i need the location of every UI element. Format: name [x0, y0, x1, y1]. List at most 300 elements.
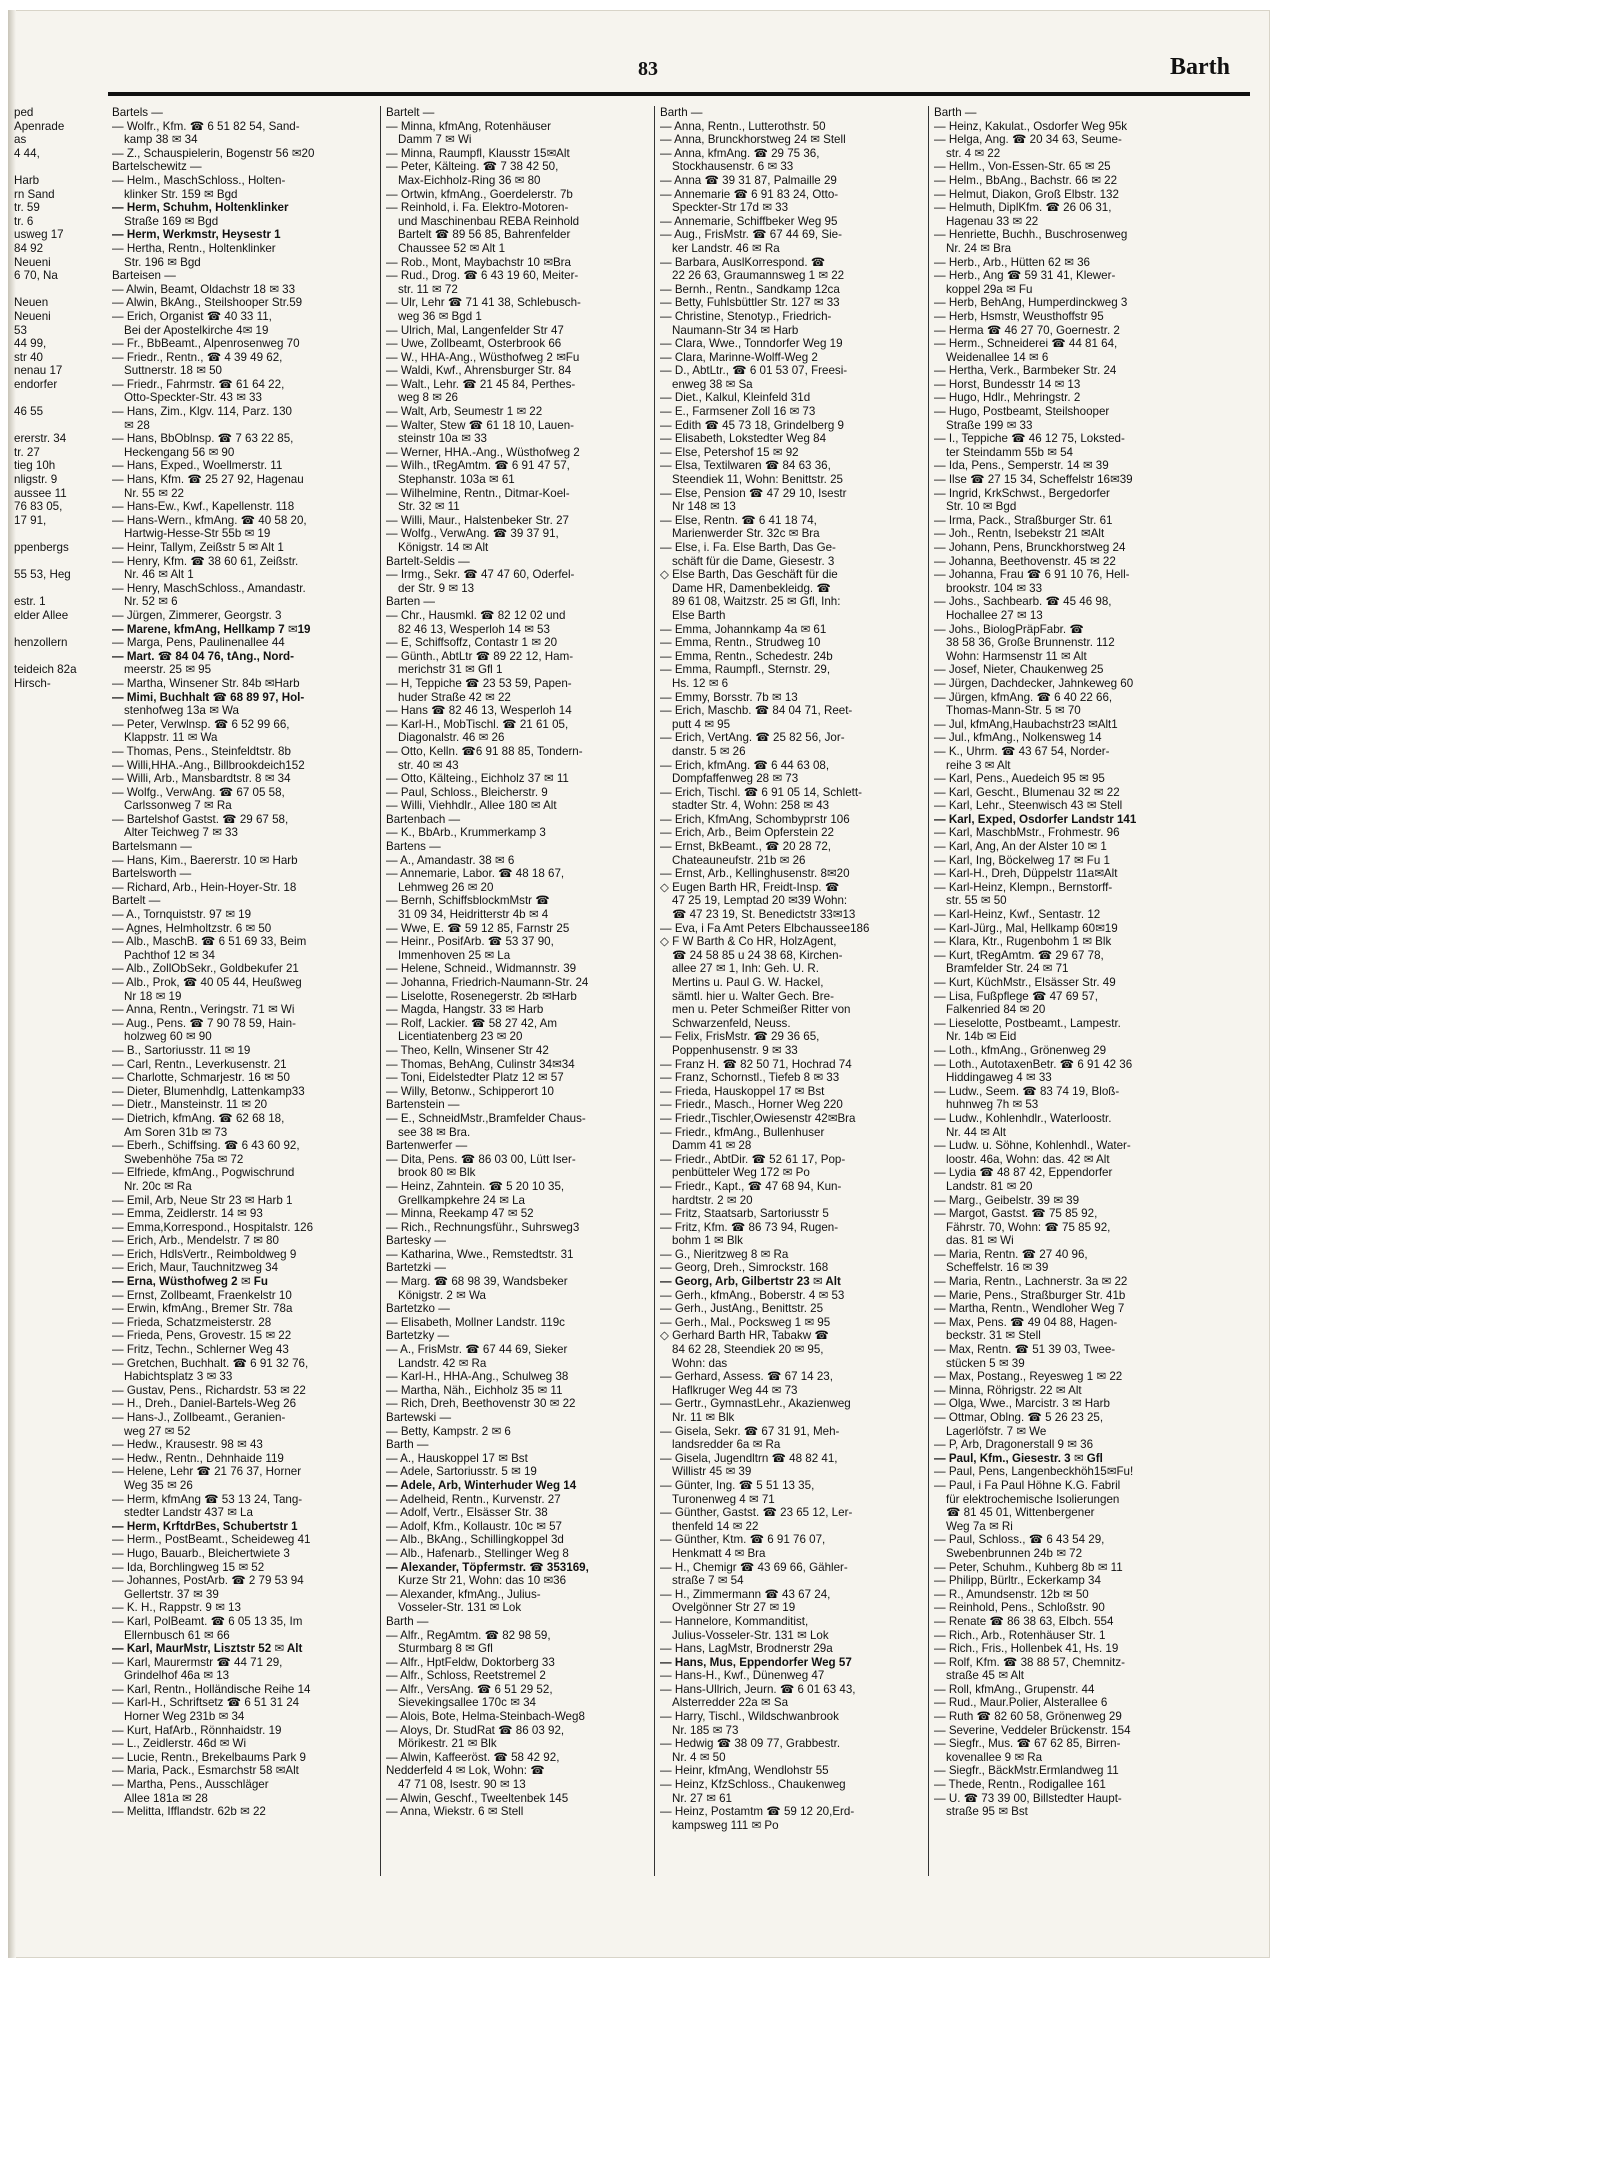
- listing-entry: — Karl, Ang, An der Alster 10 ✉ 1: [934, 840, 1107, 854]
- listing-entry: — Emma, Zeidlerstr. 14 ✉ 93: [112, 1207, 263, 1221]
- listing-entry: — Karl, Pens., Auedeich 95 ✉ 95: [934, 772, 1105, 786]
- entry-continuation: Marienwerder Str. 32c ✉ Bra: [672, 527, 820, 541]
- entry-continuation: Horner Weg 231b ✉ 34: [124, 1710, 245, 1724]
- listing-entry: — Johanna, Friedrich-Naumann-Str. 24: [386, 976, 589, 989]
- listing-entry: — Hans, BbOblnsp. ☎ 7 63 22 85,: [112, 432, 294, 446]
- left-page-fragment-column: [14, 106, 96, 1876]
- listing-entry: — Emma, Raumpfl., Sternstr. 29,: [660, 663, 831, 677]
- entry-continuation: Landstr. 42 ✉ Ra: [398, 1356, 487, 1370]
- left-page-fragment: 6 70, Na: [14, 269, 58, 283]
- listing-entry: — Alexander, kfmAng., Julius-: [386, 1587, 541, 1601]
- surname-heading: Bartenbach —: [386, 812, 461, 826]
- left-page-fragment: ererstr. 34: [14, 432, 67, 446]
- listing-entry: — Helene, Lehr ☎ 21 76 37, Horner: [112, 1465, 302, 1479]
- listing-entry: — Friedа, Schatzmeisterstr. 28: [112, 1315, 272, 1329]
- listing-entry: — Anna, Wiekstr. 6 ✉ Stell: [386, 1805, 524, 1819]
- listing-entry: — Heinz, KfzSchloss., Chaukenweg: [660, 1778, 846, 1792]
- entry-continuation: stedter Landstr 437 ✉ La: [124, 1506, 253, 1520]
- listing-entry: — Martha, Pens., Ausschläger: [112, 1778, 269, 1792]
- listing-entry: — Henry, MaschSchloss., Amandastr.: [112, 581, 306, 595]
- listing-entry: — Gisela, Jugendltrn ☎ 48 82 41,: [660, 1451, 838, 1465]
- listing-entry: — Ingrid, KrkSchwst., Bergedorfer: [934, 486, 1110, 500]
- listing-entry: — Emma, Rentn., Strudweg 10: [660, 636, 821, 650]
- page-header: [108, 48, 1250, 88]
- entry-continuation: Ovelgönner Str 27 ✉ 19: [672, 1601, 796, 1615]
- entry-continuation: Heckengang 56 ✉ 90: [124, 445, 235, 459]
- listing-entry: — Uwe, Zollbeamt, Osterbrook 66: [386, 337, 562, 351]
- listing-entry: ◇ Else Barth, Das Geschäft für die: [660, 568, 838, 582]
- listing-entry: — Hans, Kfm. ☎ 25 27 92, Hagenau: [112, 473, 304, 487]
- listing-entry: — Johannes, PostArb. ☎ 2 79 53 94: [112, 1574, 304, 1588]
- column-divider: [928, 106, 929, 1876]
- listing-entry: — Elisabeth, Mollner Landstr. 119c: [386, 1315, 565, 1329]
- entry-continuation: Damm 41 ✉ 28: [672, 1139, 752, 1153]
- entry-continuation: ☎ 81 45 01, Wittenbergener: [946, 1506, 1095, 1520]
- listing-entry: — Hedwig ☎ 38 09 77, Grabbestr.: [660, 1737, 841, 1751]
- listing-entry: — Hellm., Von-Essen-Str. 65 ✉ 25: [934, 160, 1111, 174]
- entry-continuation: der Str. 9 ✉ 13: [398, 581, 475, 595]
- listing-entry: — Henriette, Buchh., Buschrosenweg: [934, 228, 1128, 242]
- listing-entry: — Günther, Ktm. ☎ 6 91 76 07,: [660, 1533, 826, 1547]
- entry-continuation: allee 27 ✉ 1, Inh: Geh. U. R.: [672, 962, 819, 976]
- entry-continuation: huder Straße 42 ✉ 22: [398, 690, 511, 704]
- listing-entry: — Fritz, Kfm. ☎ 86 73 94, Rugen-: [660, 1220, 839, 1234]
- listing-entry: — Friedr.,Tischler,Owiesenstr 42✉Bra: [660, 1111, 856, 1125]
- entry-continuation: stadter Str. 4, Wohn: 258 ✉ 43: [672, 799, 830, 813]
- listing-entry: — Erich, Maur, Tauchnitzweg 34: [112, 1261, 279, 1275]
- listing-entry-bold: — Alexander, Töpfermstr. ☎ 353169,: [386, 1560, 589, 1574]
- entry-continuation: Sievekingsallee 170c ✉ 34: [398, 1696, 536, 1710]
- surname-heading: Bartetzko —: [386, 1302, 450, 1316]
- surname-heading: Barth —: [660, 106, 703, 119]
- listing-entry: — Hertha, Rentn., Holtenklinker: [112, 241, 276, 255]
- listing-entry: — Karl, Maurermstr ☎ 44 71 29,: [112, 1655, 283, 1669]
- surname-heading: Bartewski —: [386, 1411, 452, 1424]
- left-page-fragment: aussee 11: [14, 486, 67, 500]
- entry-continuation: Grindelhof 46a ✉ 13: [124, 1669, 230, 1683]
- listing-entry: — Alfr., Schloss, Reetstremel 2: [386, 1669, 546, 1683]
- listing-entry: — Wwe, E. ☎ 59 12 85, Farnstr 25: [386, 921, 570, 935]
- entry-continuation: Bramfelder Str. 24 ✉ 71: [946, 962, 1069, 976]
- entry-continuation: Suttnerstr. 18 ✉ 50: [124, 364, 223, 378]
- entry-continuation: str. 40 ✉ 43: [398, 758, 459, 772]
- listing-entry: — D., AbtLtr., ☎ 6 01 53 07, Freesi-: [660, 364, 848, 378]
- listing-entry: — Helmut, Diakon, Groß Elbstr. 132: [934, 187, 1119, 201]
- listing-entry: — Karl, Ing, Böckelweg 17 ✉ Fu 1: [934, 853, 1110, 867]
- listing-entry: — Felix, FrisMstr. ☎ 29 36 65,: [660, 1030, 820, 1044]
- listing-entry: — Heinz, Kakulat., Osdorfer Weg 95k: [934, 119, 1128, 133]
- listing-entry: — Friedr., Fahrmstr. ☎ 61 64 22,: [112, 377, 285, 391]
- entry-continuation: Mörikestr. 21 ✉ Blk: [398, 1737, 497, 1751]
- listing-entry: — Günth., AbtLtr ☎ 89 22 12, Ham-: [386, 649, 574, 663]
- entry-continuation: Willistr 45 ✉ 39: [672, 1465, 752, 1479]
- left-page-fragment: [14, 283, 96, 297]
- listing-entry: — Hans-J., Zollbeamt., Geranien-: [112, 1411, 286, 1424]
- listing-entry: — Hans-Ullrich, Jeurn. ☎ 6 01 63 43,: [660, 1682, 856, 1696]
- listing-entry: — Alois, Bote, Helma-Steinbach-Weg8: [386, 1710, 585, 1724]
- left-page-fragment: tr. 27: [14, 445, 40, 459]
- listing-entry: — Charlotte, Schmarjestr. 16 ✉ 50: [112, 1071, 290, 1085]
- entry-continuation: 89 61 08, Waitzstr. 25 ✉ Gfl, Inh:: [672, 595, 841, 609]
- listing-entry: — Theo, Kelln, Winsener Str 42: [386, 1043, 549, 1057]
- surname-heading: Bartelt —: [112, 894, 161, 908]
- entry-continuation: penbütteler Weg 172 ✉ Po: [672, 1166, 810, 1180]
- listing-entry: — Otto, Kelln. ☎6 91 88 85, Tondern-: [386, 744, 583, 758]
- entry-continuation: Carlssonweg 7 ✉ Ra: [124, 799, 232, 813]
- listing-entry-bold: — Erna, Wüsthofweg 2 ✉ Fu: [112, 1275, 268, 1289]
- listing-entry: — Gretchen, Buchhalt. ☎ 6 91 32 76,: [112, 1356, 309, 1370]
- listing-entry: — Hertha, Verk., Barmbeker Str. 24: [934, 364, 1117, 378]
- listing-entry: — E., SchneidMstr.,Bramfelder Chaus-: [386, 1111, 586, 1125]
- listing-entry: — Johs., BiologPräpFabr. ☎: [934, 622, 1084, 636]
- listing-entry: — A., Amandastr. 38 ✉ 6: [386, 853, 515, 867]
- listing-entry: — Ludw., Kohlenhdlr., Waterloostr.: [934, 1111, 1112, 1125]
- listing-entry: — Gerhard, Assess. ☎ 67 14 23,: [660, 1370, 833, 1384]
- listing-entry: — Erich, Tischl. ☎ 6 91 05 14, Schlett-: [660, 785, 862, 799]
- listing-entry: — Jul, kfmAng,Haubachstr23 ✉Alt1: [934, 717, 1118, 731]
- left-page-fragment: Neueni: [14, 309, 51, 323]
- entry-continuation: Straße 199 ✉ 33: [946, 418, 1033, 432]
- listing-entry: — Willi, Maur., Halstenbeker Str. 27: [386, 513, 569, 527]
- entry-continuation: Grellkampkehre 24 ✉ La: [398, 1193, 525, 1207]
- listing-entry: — Elfriede, kfmAng., Pogwischrund: [112, 1166, 295, 1180]
- listing-entry: — Ortwin, kfmAng., Goerdelerstr. 7b: [386, 187, 573, 201]
- listing-entry: — Annemarie ☎ 6 91 83 24, Otto-: [660, 187, 839, 201]
- entry-continuation: das. 81 ✉ Wi: [946, 1234, 1014, 1248]
- listing-entry: — Minna, kfmAng, Rotenhäuser: [386, 119, 551, 133]
- listing-entry: — Friedr., Masch., Horner Weg 220: [660, 1098, 843, 1112]
- listing-entry: — Hedw., Rentn., Dehnhaide 119: [112, 1451, 284, 1465]
- listing-entry: — Hugo, Bauarb., Bleichertwiete 3: [112, 1546, 290, 1560]
- listing-entry: — Ernst, Arb., Kellinghusenstr. 8✉20: [660, 867, 850, 881]
- surname-heading: Bartesky —: [386, 1234, 446, 1248]
- entry-continuation: Kurze Str 21, Wohn: das 10 ✉36: [398, 1574, 567, 1588]
- listing-entry: — Fritz, Techn., Schlerner Weg 43: [112, 1343, 289, 1357]
- listing-entry: — B., Sartoriusstr. 11 ✉ 19: [112, 1043, 251, 1057]
- listing-entry: — Karl, Gescht., Blumenau 32 ✉ 22: [934, 785, 1120, 799]
- listing-entry: — Loth., AutotaxenBetr. ☎ 6 91 42 36: [934, 1057, 1133, 1071]
- entry-continuation: stücken 5 ✉ 39: [946, 1356, 1025, 1370]
- surname-heading: Bartenwerfer —: [386, 1139, 468, 1153]
- listing-entry: — Fritz, Staatsarb, Sartoriusstr 5: [660, 1207, 829, 1221]
- entry-continuation: Bartelt ☎ 89 56 85, Bahrenfelder: [398, 228, 571, 242]
- listing-entry: — Karl-Heinz, Kwf., Sentastr. 12: [934, 908, 1101, 922]
- listing-entry: — Eva, i Fa Amt Peters Elbchaussee186: [660, 921, 870, 935]
- listing-entry: — Else, Petershof 15 ✉ 92: [660, 445, 799, 459]
- entry-continuation: Else Barth: [672, 608, 726, 622]
- left-page-fragment: 84 92: [14, 241, 44, 255]
- left-page-fragment: rn Sand: [14, 187, 55, 201]
- entry-continuation: Nr. 14b ✉ Eid: [946, 1030, 1017, 1044]
- surname-heading: Bartelsworth —: [112, 867, 192, 881]
- listing-entry: — Rich., Rechnungsführ., Suhrsweg3: [386, 1220, 580, 1234]
- listing-entry: — Else, Pension ☎ 47 29 10, Isestr: [660, 486, 847, 500]
- listing-entry: — Hans-H., Kwf., Dünenweg 47: [660, 1669, 825, 1683]
- left-page-fragment: Neuen: [14, 296, 49, 310]
- entry-continuation: Chateauneufstr. 21b ✉ 26: [672, 853, 806, 867]
- entry-continuation: Landstr. 81 ✉ 20: [946, 1179, 1033, 1193]
- listing-entry: — Alwin, Kaffeeröst. ☎ 58 42 92,: [386, 1750, 560, 1764]
- surname-heading: Bartenstein —: [386, 1098, 460, 1112]
- entry-continuation: stenhofweg 13a ✉ Wa: [124, 704, 239, 718]
- listing-entry: — Erich, Maschb. ☎ 84 04 71, Reet-: [660, 704, 853, 718]
- listing-entry: — Hugo, Hdlr., Mehringstr. 2: [934, 391, 1081, 405]
- listing-entry: — Herma ☎ 46 27 70, Goernestr. 2: [934, 323, 1120, 337]
- entry-continuation: Nr. 11 ✉ Blk: [672, 1411, 735, 1424]
- listing-entry: — Eberh., Schiffsing. ☎ 6 43 60 92,: [112, 1139, 300, 1153]
- listing-entry: — Clara, Wwe., Tonndorfer Weg 19: [660, 337, 843, 351]
- left-page-fragment: henzollern: [14, 636, 68, 650]
- listing-entry: — Adelheid, Rentn., Kurvenstr. 27: [386, 1492, 561, 1506]
- surname-heading: Bartelsmann —: [112, 840, 192, 854]
- entry-continuation: Hagenau 33 ✉ 22: [946, 214, 1039, 228]
- listing-entry: — Else, Rentn. ☎ 6 41 18 74,: [660, 513, 817, 527]
- listing-entry: — Helmuth, DiplKfm. ☎ 26 06 31,: [934, 201, 1112, 215]
- entry-continuation: Str. 196 ✉ Bgd: [124, 255, 201, 269]
- listing-entry-bold: — Karl, MaurMstr, Lisztstr 52 ✉ Alt: [112, 1642, 303, 1656]
- listing-entry: — Chr., Hausmkl. ☎ 82 12 02 und: [386, 608, 566, 622]
- entry-continuation: Nr 18 ✉ 19: [124, 989, 182, 1003]
- listing-entry: — E, Schiffsoffz, Contastr 1 ✉ 20: [386, 636, 558, 650]
- listing-entry: — Christine, Stenotyp., Friedrich-: [660, 309, 832, 323]
- listing-entry: — A., Tornquiststr. 97 ✉ 19: [112, 908, 252, 922]
- listing-entry: — Walt, Arb, Seumestr 1 ✉ 22: [386, 405, 543, 419]
- entry-continuation: Diagonalstr. 46 ✉ 26: [398, 731, 505, 745]
- listing-entry: — Waldi, Kwf., Ahrensburger Str. 84: [386, 364, 572, 378]
- listing-entry: — Elisabeth, Lokstedter Weg 84: [660, 432, 827, 446]
- listing-entry: — Betty, Kampstr. 2 ✉ 6: [386, 1424, 511, 1438]
- listing-entry: — P, Arb, Dragonerstall 9 ✉ 36: [934, 1438, 1094, 1452]
- entry-continuation: Habichtsplatz 3 ✉ 33: [124, 1370, 233, 1384]
- listing-entry: — Adolf, Kfm., Kollaustr. 10c ✉ 57: [386, 1519, 562, 1533]
- surname-heading: Bartelt-Seldis —: [386, 554, 470, 568]
- left-page-fragment: elder Allee: [14, 608, 69, 622]
- entry-continuation: Poppenhusenstr. 9 ✉ 33: [672, 1043, 798, 1057]
- entry-continuation: Weg 35 ✉ 26: [124, 1478, 193, 1492]
- entry-continuation: Nr. 52 ✉ 6: [124, 595, 178, 609]
- listing-entry: — Herm., Schneiderei ☎ 44 81 64,: [934, 337, 1118, 351]
- entry-continuation: ☎ 47 23 19, St. Benedictstr 33✉13: [672, 908, 856, 922]
- listing-entry: — Walter, Stew ☎ 61 18 10, Lauen-: [386, 418, 575, 432]
- listing-entry: — Fr., BbBeamt., Alpenrosenweg 70: [112, 337, 300, 351]
- listing-entry: — Maria, Rentn., Lachnerstr. 3a ✉ 22: [934, 1275, 1128, 1289]
- surname-heading: Bartetzki —: [386, 1261, 446, 1275]
- entry-continuation: Allee 181a ✉ 28: [124, 1791, 208, 1805]
- listing-entry: — Friedr., Kapt., ☎ 47 68 94, Kun-: [660, 1179, 842, 1193]
- listing-entry: — Franz H. ☎ 82 50 71, Hochrad 74: [660, 1057, 852, 1071]
- left-page-fragment: 17 91,: [14, 513, 47, 527]
- listing-entry: — Roll, kfmAng., Grupenstr. 44: [934, 1682, 1095, 1696]
- listing-entry: — Philipp, Bürltr., Eckerkamp 34: [934, 1574, 1101, 1588]
- listing-entry: — Gerh., Mal., Pocksweg 1 ✉ 95: [660, 1315, 831, 1329]
- listing-entry: — Johanna, Beethovenstr. 45 ✉ 22: [934, 554, 1116, 568]
- entry-continuation: Licentiatenberg 23 ✉ 20: [398, 1030, 523, 1044]
- entry-continuation: Hartwig-Hesse-Str 55b ✉ 19: [124, 527, 271, 541]
- entry-continuation: 47 71 08, Isestr. 90 ✉ 13: [398, 1778, 526, 1792]
- listing-entry: — Gerh., kfmAng., Boberstr. 4 ✉ 53: [660, 1288, 845, 1302]
- entry-continuation: Alsterredder 22a ✉ Sa: [672, 1696, 789, 1710]
- left-page-fragment: ped: [14, 106, 34, 119]
- listing-entry: — Aloys, Dr. StudRat ☎ 86 03 92,: [386, 1723, 565, 1737]
- listing-entry: — Heinz, Zahntein. ☎ 5 20 10 35,: [386, 1179, 565, 1193]
- listing-entry: — Willi, Arb., Mansbardtstr. 8 ✉ 34: [112, 772, 291, 786]
- listing-entry: — Heinr, Tallym, Zeißstr 5 ✉ Alt 1: [112, 541, 284, 554]
- listing-entry: — Alb., ZollObSekr., Goldbekufer 21: [112, 962, 299, 976]
- listing-entry: — Siegfr., BäckMstr.Ermlandweg 11: [934, 1764, 1119, 1778]
- entry-continuation: ker Landstr. 46 ✉ Ra: [672, 241, 780, 255]
- listing-entry: — Dietr., Mansteinstr. 11 ✉ 20: [112, 1098, 268, 1112]
- listing-entry: — Herb, Hsmstr, Weusthoffstr 95: [934, 309, 1104, 323]
- listing-entry: — Peter, Kälteing. ☎ 7 38 42 50,: [386, 160, 559, 174]
- listing-entry: — Reinhold, Pens., Schloßstr. 90: [934, 1601, 1105, 1615]
- listing-entry: — Ludw., Seem. ☎ 83 74 19, Bloß-: [934, 1084, 1120, 1098]
- entry-continuation: Swebenhöhe 75a ✉ 72: [124, 1152, 244, 1166]
- listing-entry: — Bernh, SchiffsblockmMstr ☎: [386, 894, 550, 908]
- listing-entry: — Johanna, Frau ☎ 6 91 10 76, Hell-: [934, 568, 1130, 582]
- listing-entry: — H, Teppiche ☎ 23 53 59, Papen-: [386, 676, 572, 690]
- entry-continuation: 38 58 36, Große Brunnenstr. 112: [946, 636, 1115, 650]
- listing-entry: — Else, i. Fa. Else Barth, Das Ge-: [660, 541, 836, 554]
- listing-entry: ◇ Eugen Barth HR, Freidt-Insp. ☎: [660, 880, 840, 894]
- surname-heading: Barten —: [386, 595, 435, 609]
- entry-continuation: Nr. 55 ✉ 22: [124, 486, 184, 500]
- listing-entry: — Emma, Rentn., Schedestr. 24b: [660, 649, 833, 663]
- listing-entry: — Adele, Sartoriusstr. 5 ✉ 19: [386, 1465, 537, 1479]
- entry-continuation: Julius-Vosseler-Str. 131 ✉ Lok: [672, 1628, 829, 1642]
- listing-entry-bold: — Karl, Exped, Osdorfer Landstr 141: [934, 812, 1137, 826]
- entry-continuation: Otto-Speckter-Str. 43 ✉ 33: [124, 391, 262, 405]
- listing-entry: — Paul, Pens, Langenbeckhöh15✉Fu!: [934, 1465, 1134, 1479]
- listing-entry: — A., Hauskoppel 17 ✉ Bst: [386, 1451, 528, 1465]
- listing-entry: — Gerh., JustAng., Benittstr. 25: [660, 1302, 824, 1316]
- entry-continuation: 47 25 19, Lemptad 20 ✉39 Wohn:: [672, 894, 848, 908]
- listing-entry-bold: — Hans, Mus, Eppendorfer Weg 57: [660, 1655, 852, 1669]
- surname-heading: Bartetzky —: [386, 1329, 450, 1343]
- entry-continuation: Klappstr. 11 ✉ Wa: [124, 731, 218, 745]
- entry-continuation: kovenallee 9 ✉ Ra: [946, 1750, 1043, 1764]
- entry-continuation: Naumann-Str 34 ✉ Harb: [672, 323, 799, 337]
- entry-continuation: Falkenried 84 ✉ 20: [946, 1003, 1046, 1017]
- listing-entry: — H., Dreh., Daniel-Bartels-Weg 26: [112, 1397, 297, 1411]
- listing-entry: — Aug., Pens. ☎ 7 90 78 59, Hain-: [112, 1016, 296, 1030]
- listing-entry: — Wolfg., VerwAng. ☎ 39 37 91,: [386, 527, 559, 541]
- listing-entry: — Heinr., PosifArb. ☎ 53 37 90,: [386, 935, 554, 949]
- listing-entry: — Karl-H., MobTischl. ☎ 21 61 05,: [386, 717, 569, 731]
- listing-entry: — Hans-Ew., Kwf., Kapellenstr. 118: [112, 500, 295, 514]
- listing-entry: — Hans-Wern., kfmAng. ☎ 40 58 20,: [112, 513, 307, 527]
- listing-entry: — Willy, Betonw., Schipperort 10: [386, 1084, 554, 1098]
- listing-entry: — Friedr., Rentn., ☎ 4 39 49 62,: [112, 350, 283, 364]
- listing-entry: — Martha, Winsener Str. 84b ✉Harb: [112, 676, 300, 690]
- entry-continuation: Turonenweg 4 ✉ 71: [672, 1492, 775, 1506]
- entry-continuation: ter Steindamm 55b ✉ 54: [946, 445, 1074, 459]
- directory-column-3: [660, 106, 922, 1876]
- listing-entry: — Katharina, Wwe., Remstedtstr. 31: [386, 1247, 574, 1261]
- listing-entry: — Bernh., Rentn., Sandkamp 12ca: [660, 282, 840, 296]
- listing-entry: — Anna, Brunckhorstweg 24 ✉ Stell: [660, 133, 846, 147]
- listing-entry: — Anna, Rentn., Veringstr. 71 ✉ Wi: [112, 1003, 295, 1017]
- left-page-fragment: 76 83 05,: [14, 500, 63, 514]
- entry-continuation: Wohn: das: [672, 1356, 728, 1370]
- listing-entry: — Lisa, Fußpflege ☎ 47 69 57,: [934, 989, 1098, 1003]
- left-page-fragment: nenau 17: [14, 364, 63, 378]
- entry-continuation: Max-Eichholz-Ring 36 ✉ 80: [398, 173, 541, 187]
- listing-entry: — Clara, Marinne-Wolff-Weg 2: [660, 350, 818, 364]
- listing-entry-bold: — Georg, Arb, Gilbertstr 23 ✉ Alt: [660, 1275, 841, 1289]
- entry-continuation: 84 62 28, Steendiek 20 ✉ 95,: [672, 1343, 824, 1357]
- listing-entry: — U. ☎ 73 39 00, Billstedter Haupt-: [934, 1791, 1122, 1805]
- listing-entry: — Ilse ☎ 27 15 34, Scheffelstr 16✉39: [934, 473, 1133, 487]
- entry-continuation: brook 80 ✉ Blk: [398, 1166, 476, 1180]
- entry-continuation: Pachthof 12 ✉ 34: [124, 948, 215, 962]
- entry-continuation: Dame HR, Damenbekleidg. ☎: [672, 581, 831, 595]
- entry-continuation: koppel 29a ✉ Fu: [946, 282, 1033, 296]
- listing-entry: — W., HHA-Ang., Wüsthofweg 2 ✉Fu: [386, 350, 580, 364]
- entry-continuation: thenfeld 14 ✉ 22: [672, 1519, 759, 1533]
- entry-continuation: beckstr. 31 ✉ Stell: [946, 1329, 1041, 1343]
- listing-entry: — Erich, HdlsVertr., Reimboldweg 9: [112, 1247, 297, 1261]
- listing-entry: — Rich., Arb., Rotenhäuser Str. 1: [934, 1628, 1106, 1642]
- entry-continuation: klinker Str. 159 ✉ Bgd: [124, 187, 238, 201]
- left-page-fragment: str 40: [14, 350, 43, 364]
- left-page-fragment: tr. 59: [14, 201, 40, 215]
- entry-continuation: kampsweg 111 ✉ Po: [672, 1818, 779, 1832]
- listing-entry: — Thomas, Pens., Steinfeldtstr. 8b: [112, 744, 291, 758]
- entry-continuation: 22 26 63, Graumannsweg 1 ✉ 22: [672, 269, 845, 283]
- listing-entry: — Friedr., kfmAng., Bullenhuser: [660, 1125, 825, 1139]
- entry-continuation: für elektrochemische Isolierungen: [946, 1492, 1120, 1506]
- listing-entry: — Lucie, Rentn., Brekelbaums Park 9: [112, 1750, 306, 1764]
- listing-entry: — Jürgen, kfmAng. ☎ 6 40 22 66,: [934, 690, 1113, 704]
- listing-entry: — Helga, Ang. ☎ 20 34 63, Seume-: [934, 133, 1122, 147]
- left-page-fragment: tieg 10h: [14, 459, 56, 473]
- listing-entry-bold: — Marene, kfmAng, Hellkamp 7 ✉19: [112, 622, 311, 636]
- listing-entry: — Irmg., Sekr. ☎ 47 47 60, Oderfel-: [386, 568, 575, 582]
- listing-entry: — Werner, HHA.-Ang., Wüsthofweg 2: [386, 445, 580, 459]
- listing-entry: ◇ Gerhard Barth HR, Tabakw ☎: [660, 1329, 829, 1343]
- listing-entry: — Klara, Ktr., Rugenbohm 1 ✉ Blk: [934, 935, 1112, 949]
- listing-entry: — Marg. ☎ 68 98 39, Wandsbeker: [386, 1275, 568, 1289]
- listing-entry: — K., BbArb., Krummerkamp 3: [386, 826, 546, 840]
- listing-entry: — Ida, Pens., Semperstr. 14 ✉ 39: [934, 459, 1109, 473]
- listing-entry: — Hans, LagMstr, Brodnerstr 29a: [660, 1642, 833, 1656]
- listing-entry: — Kurt, KüchMstr., Elsässer Str. 49: [934, 976, 1116, 989]
- listing-entry: — Ernst, Zollbeamt, Fraenkelstr 10: [112, 1288, 292, 1302]
- listing-entry: — Erich, kfmAng. ☎ 6 44 63 08,: [660, 758, 830, 772]
- entry-continuation: sämtl. hier u. Walter Gech. Bre-: [672, 989, 834, 1003]
- entry-continuation: loostr. 46a, Wohn: das. 42 ✉ Alt: [946, 1152, 1110, 1166]
- entry-continuation: Weidenallee 14 ✉ 6: [946, 350, 1049, 364]
- entry-continuation: Stephanstr. 103a ✉ 61: [398, 473, 515, 487]
- entry-continuation: Steendiek 11, Wohn: Benittstr. 25: [672, 473, 844, 487]
- entry-continuation: Nr. 46 ✉ Alt 1: [124, 568, 194, 582]
- entry-continuation: 82 46 13, Wesperloh 14 ✉ 53: [398, 622, 550, 636]
- entry-continuation: und Maschinenbau REBA Reinhold: [398, 214, 580, 228]
- listing-entry: — Josef, Nieter, Chaukenweg 25: [934, 663, 1104, 677]
- listing-entry: — Emil, Arb, Neue Str 23 ✉ Harb 1: [112, 1193, 293, 1207]
- listing-entry: — Frieda, Hauskoppel 17 ✉ Bst: [660, 1084, 825, 1098]
- listing-entry: — Irma, Pack., Straßburger Str. 61: [934, 513, 1113, 527]
- listing-entry: — Alfr., RegAmtm. ☎ 82 98 59,: [386, 1628, 551, 1642]
- listing-entry: — Günther, Gastst. ☎ 23 65 12, Ler-: [660, 1506, 853, 1520]
- entry-continuation: Nr. 44 ✉ Alt: [946, 1125, 1006, 1139]
- entry-continuation: Scheffelstr. 16 ✉ 39: [946, 1261, 1049, 1275]
- listing-entry: — R., Amundsenstr. 12b ✉ 50: [934, 1587, 1089, 1601]
- left-page-fragment: [14, 419, 96, 433]
- listing-entry: — K. H., Rappstr. 9 ✉ 13: [112, 1601, 241, 1615]
- entry-continuation: Nr 148 ✉ 13: [672, 500, 736, 514]
- listing-entry: — Hans, Kim., Baererstr. 10 ✉ Harb: [112, 853, 298, 867]
